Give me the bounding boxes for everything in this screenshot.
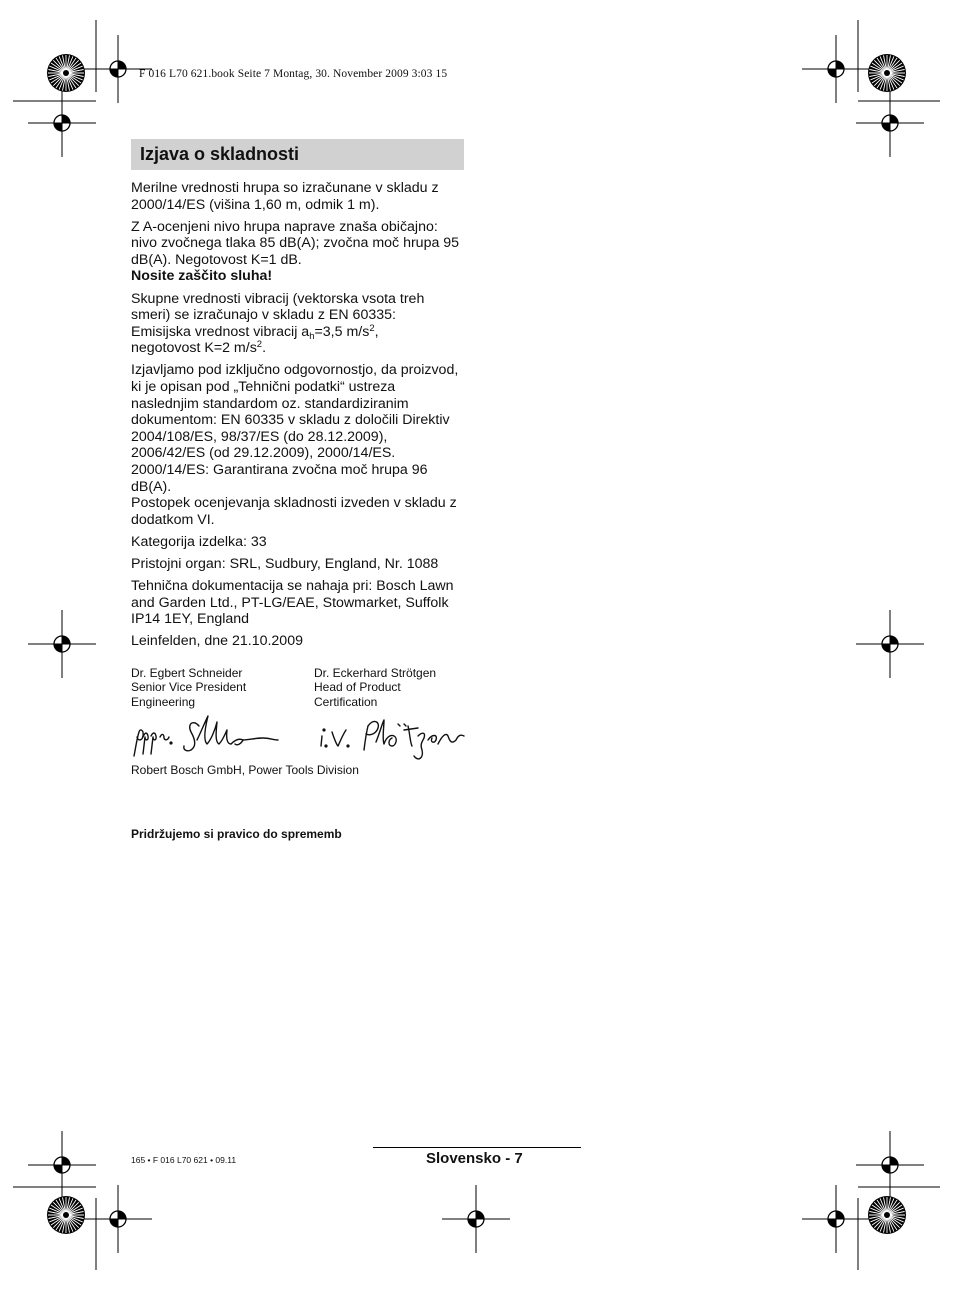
company-division: Robert Bosch GmbH, Power Tools Division (131, 763, 359, 777)
emission-suffix: , (374, 323, 379, 340)
footer-page-label: Slovensko - 7 (426, 1150, 523, 1167)
signatory-right (314, 666, 494, 709)
noise-measurement-paragraph: Merilne vrednosti hrupa so izračunane v skladu z 2000/14/ES (višina 1,60 m, odmik 1 m). (131, 180, 439, 213)
signature-right (318, 714, 466, 764)
hearing-protection-warning: Nosite zaščito sluha! (131, 268, 273, 285)
noise-level-paragraph (131, 219, 465, 285)
uncertainty-superscript: 2 (256, 339, 263, 351)
standards-text: Izjavljamo pod izključno odgovornostjo, da proizvod, ki je opisan pod „Tehnični podatki“ ustreza naslednjim standardom oz. standardiziranim dokumentom: EN 60335 v skladu z določili Direktiv 2004/108/ES, 98/37/ES (do 28.12.2009), 2006/42/ES (od 29.12.2009), 2000/14/ES. (131, 362, 459, 462)
emission-subscript: h (309, 330, 315, 342)
section-title: Izjava o skladnosti (131, 139, 464, 170)
product-category: Kategorija izdelka: 33 (131, 533, 267, 550)
emission-value: =3,5 m/s (314, 323, 370, 340)
signature-left (131, 710, 281, 762)
conformity-procedure: Postopek ocenjevanja skladnosti izveden v skladu z dodatkom VI. (131, 495, 457, 528)
standards-paragraph (131, 362, 465, 528)
signatory-right-name: Dr. Eckerhard Strötgen (314, 666, 437, 680)
signatory-left (131, 666, 311, 709)
signatory-right-role1: Head of Product (314, 680, 401, 695)
declaration-body (131, 180, 465, 655)
vibration-paragraph (131, 291, 465, 357)
signatory-left-name: Dr. Egbert Schneider (131, 666, 243, 680)
emission-label: Emisijska vrednost vibracij a (131, 323, 310, 340)
signatory-left-role2: Engineering (131, 694, 196, 709)
guaranteed-sound-power: 2000/14/ES: Garantirana zvočna moč hrupa 96 dB(A). (131, 462, 428, 495)
notified-body: Pristojni organ: SRL, Sudbury, England, Nr. 1088 (131, 555, 439, 572)
noise-level-text: Z A-ocenjeni nivo hrupa naprave znaša običajno: nivo zvočnega tlaka 85 dB(A); zvočna moč hrupa 95 dB(A). Negotovost K=1 dB. (131, 218, 460, 268)
uncertainty-suffix: . (262, 340, 267, 357)
emission-superscript: 2 (369, 322, 375, 334)
signatory-right-role2: Certification (314, 694, 378, 709)
vibration-intro: Skupne vrednosti vibracij (vektorska vsota treh smeri) se izračunajo v skladu z EN 60335: (131, 290, 425, 324)
footer-rule (373, 1147, 581, 1148)
footer-document-code: 165 • F 016 L70 621 • 09.11 (131, 1155, 237, 1165)
change-disclaimer: Pridržujemo si pravico do sprememb (131, 827, 342, 841)
place-and-date: Leinfelden, dne 21.10.2009 (131, 633, 303, 650)
uncertainty-value: negotovost K=2 m/s (131, 340, 257, 357)
technical-documentation: Tehnična dokumentacija se nahaja pri: Bosch Lawn and Garden Ltd., PT-LG/EAE, Stowmarket, Suffolk IP14 1EY, England (131, 578, 454, 628)
signatory-left-role1: Senior Vice President (131, 680, 247, 695)
file-info-header: F 016 L70 621.book Seite 7 Montag, 30. November 2009 3:03 15 (139, 68, 448, 80)
